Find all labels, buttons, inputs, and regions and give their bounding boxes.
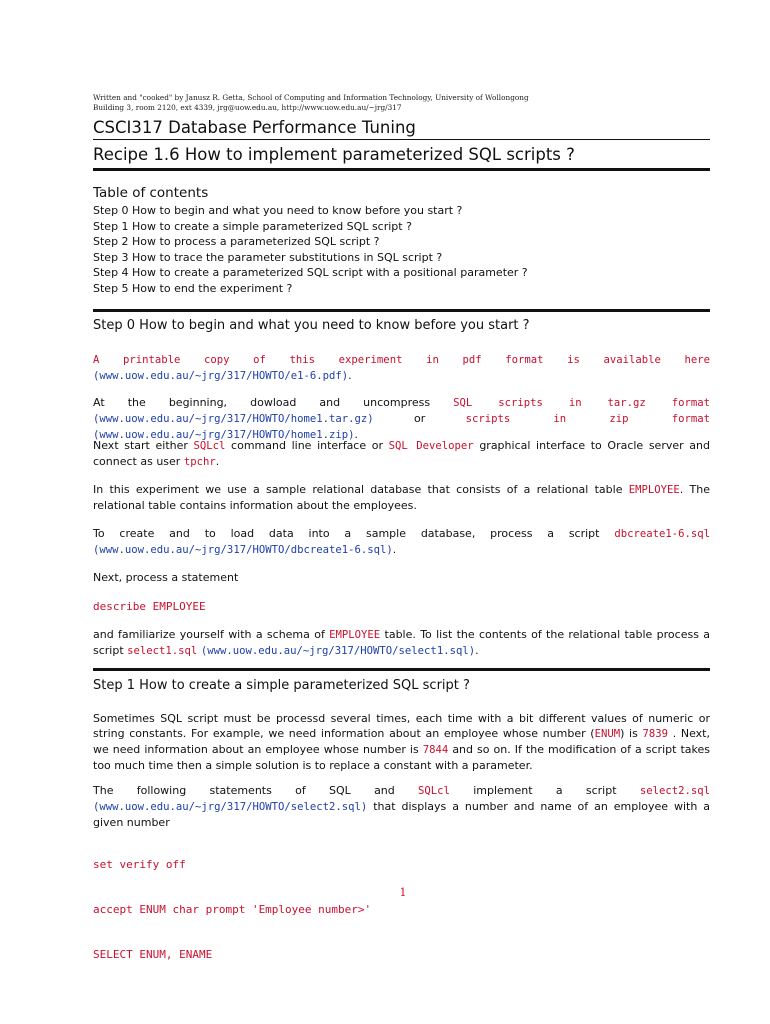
enum-keyword: ENUM <box>594 728 621 740</box>
text: In this experiment we use a sample relational database that consists of a relational table <box>93 483 629 496</box>
text: . Next, we need information about an employee whose number is <box>93 727 710 756</box>
recipe-title: Recipe 1.6 How to implement parameterized SQL scripts ? <box>93 145 575 164</box>
page-number: 1 <box>399 886 407 899</box>
describe-code: describe EMPLOYEE <box>93 600 206 613</box>
text: that displays a number and name of an employee with a given number <box>93 800 710 829</box>
select2-url[interactable]: (www.uow.edu.au/~jrg/317/HOWTO/select2.sql) <box>93 801 368 813</box>
targz-url[interactable]: (www.uow.edu.au/~jrg/317/HOWTO/home1.tar.gz) <box>93 413 374 425</box>
targz-link[interactable]: SQL scripts in tar.gz format <box>453 397 710 409</box>
employee-keyword: EMPLOYEE <box>628 484 680 496</box>
author-line: Written and "cooked" by Janusz R. Getta, School of Computing and Information Technology, University of Wollongong <box>93 93 529 102</box>
employee-keyword: EMPLOYEE <box>329 629 381 641</box>
punct: . <box>354 428 358 441</box>
enum-value-7839: 7839 <box>642 728 669 740</box>
toc-item-step4[interactable]: Step 4 How to create a parameterized SQL script with a positional parameter ? <box>93 266 528 280</box>
sqlcl-keyword: SQLcl <box>193 440 226 452</box>
text: The following statements of SQL and <box>93 784 419 797</box>
enum-value-7844: 7844 <box>422 744 449 756</box>
step0-paragraph-1 <box>93 352 710 384</box>
step0-paragraph-6: Next, process a statement <box>93 571 239 584</box>
author-header <box>93 93 710 113</box>
zip-link[interactable]: scripts in zip format <box>465 413 711 425</box>
punct: . <box>215 455 220 468</box>
text: table. To list the contents of the relational table process a script <box>93 628 710 657</box>
title-thick-divider <box>93 168 710 171</box>
pdf-url[interactable]: (www.uow.edu.au/~jrg/317/HOWTO/e1-6.pdf) <box>93 370 349 382</box>
step0-paragraph-5 <box>93 526 710 558</box>
pdf-link[interactable]: A printable copy of this experiment in pdf format is available here <box>93 354 710 366</box>
punct: . <box>392 543 397 556</box>
toc-item-step3[interactable]: Step 3 How to trace the parameter substitutions in SQL script ? <box>93 250 443 264</box>
section-divider <box>93 668 710 671</box>
select1-url[interactable]: (www.uow.edu.au/~jrg/317/HOWTO/select1.sql) <box>200 645 476 657</box>
text: or <box>373 412 466 425</box>
text: graphical interface to Oracle server and connect as user <box>93 439 710 468</box>
toc-title: Table of contents <box>93 185 209 201</box>
sql-developer-keyword: SQL Developer <box>388 440 474 452</box>
text: ) is <box>620 727 643 740</box>
user-keyword: tpchr <box>183 456 216 468</box>
text: Sometimes SQL script must be processd several times, each time with a bit different values of numeric or string constants. For example, we need information about an employee whose number ( <box>93 712 710 740</box>
address-line: Building 3, room 2120, ext 4339, jrg@uow.edu.au, http://www.uow.edu.au/~jrg/317 <box>93 103 402 112</box>
step1-paragraph-1 <box>93 711 710 773</box>
section-divider <box>93 309 710 312</box>
step0-paragraph-7 <box>93 627 710 659</box>
text: To create and to load data into a sample database, process a script <box>93 527 615 540</box>
step0-heading: Step 0 How to begin and what you need to know before you start ? <box>93 318 530 333</box>
dbcreate-link[interactable]: dbcreate1-6.sql <box>614 528 710 540</box>
punct: . <box>348 369 352 382</box>
text: command line interface or <box>225 439 389 452</box>
toc-item-step5[interactable]: Step 5 How to end the experiment ? <box>93 281 293 295</box>
table-of-contents <box>93 203 528 297</box>
dbcreate-url[interactable]: (www.uow.edu.au/~jrg/317/HOWTO/dbcreate1-6.sql) <box>93 544 393 556</box>
select2-link[interactable]: select2.sql <box>639 785 710 797</box>
step0-paragraph-2 <box>93 395 710 443</box>
step0-paragraph-4 <box>93 482 710 513</box>
text: and so on. If the modification of a script takes too much time then a simple solution is to replace a constant with a parameter. <box>93 743 710 772</box>
punct: . <box>475 644 479 657</box>
toc-item-step1[interactable]: Step 1 How to create a simple parameterized SQL script ? <box>93 219 412 233</box>
text: and familiarize yourself with a schema of <box>93 628 330 641</box>
toc-item-step2[interactable]: Step 2 How to process a parameterized SQL script ? <box>93 235 380 249</box>
title-divider <box>93 139 710 140</box>
step1-heading: Step 1 How to create a simple parameterized SQL script ? <box>93 678 470 693</box>
text: Next start either <box>93 439 194 452</box>
toc-item-step0[interactable]: Step 0 How to begin and what you need to know before you start ? <box>93 204 463 217</box>
sql-script-code <box>93 827 371 992</box>
step1-paragraph-2 <box>93 783 710 830</box>
code-line: SELECT ENUM, ENAME <box>93 948 213 961</box>
sqlcl-keyword: SQLcl <box>418 785 450 797</box>
code-line: accept ENUM char prompt 'Employee number>' <box>93 903 372 916</box>
select1-link[interactable]: select1.sql <box>127 645 198 657</box>
text: . The relational table contains information about the employees. <box>93 483 710 512</box>
zip-url[interactable]: (www.uow.edu.au/~jrg/317/HOWTO/home1.zip) <box>93 429 355 441</box>
step0-paragraph-3 <box>93 438 710 470</box>
text: At the beginning, dowload and uncompress <box>93 396 454 409</box>
course-title: CSCI317 Database Performance Tuning <box>93 118 416 137</box>
code-line: set verify off <box>93 858 186 871</box>
text: implement a script <box>449 784 640 797</box>
